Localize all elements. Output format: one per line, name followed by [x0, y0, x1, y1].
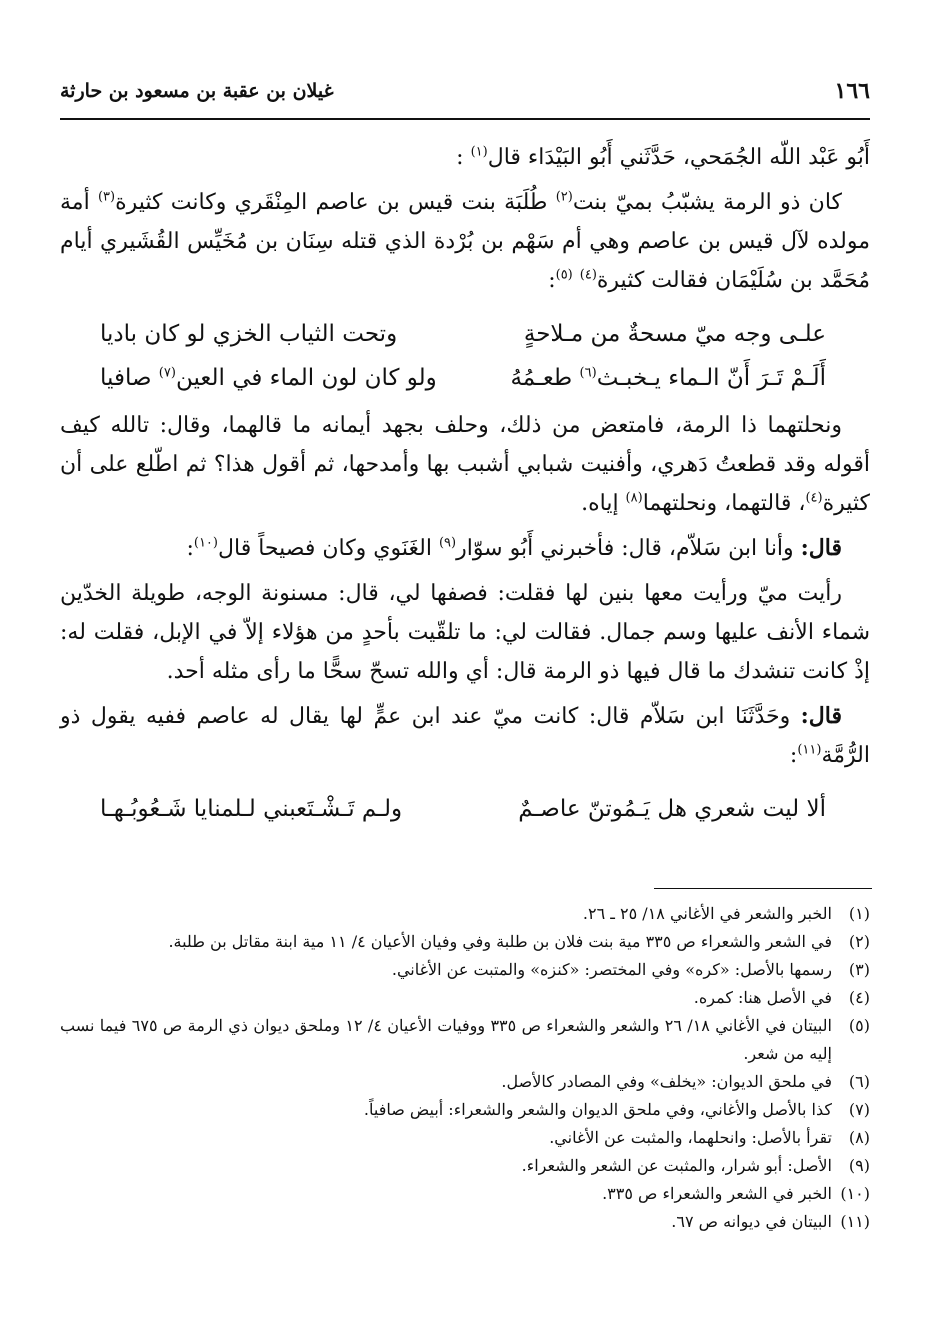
footnote-ref: (٥)	[555, 267, 573, 283]
footnote-ref: (١)	[470, 144, 488, 160]
paragraph: قال: وحَدَّثَنَا ابن سَلاّم قال: كانت ميّ عند ابن عمٍّ لها يقال له عاصم ففيه يقول ذو الرُّمَّة$^{(١١)}$:	[60, 703, 870, 768]
paragraph: ونحلتهما ذا الرمة، فامتعض من ذلك، وحلف بجهد أيمانه ما قالهما، وقال: تالله كيف أقوله وقد قطعتُ دَهري، وأفنيت شبابي أشبب بها وأمدحها، ثم أقول هذا؟ ثم اطّلع على أن كثيرة$^{(٤)}$، قالتهما، ونحلتهما$^{(٨)}$ إياه.	[60, 413, 870, 516]
verse-block	[60, 787, 870, 831]
footnote-number: (٦)	[848, 1072, 870, 1091]
footnote-text: رسمها بالأصل: «كره» وفي المختصر: «كنزه» والمتبت عن الأغاني.	[391, 960, 832, 979]
footnote-number: (١١)	[840, 1212, 870, 1231]
paragraph: كان ذو الرمة يشبّبُ بميّ بنت$^{(٢)}$ طُلَبَة بنت قيس بن عاصم المِنْقَري وكانت كثيرة$^{(٣)}$ أمة مولده لآل قيس بن عاصم وهي أم سَهْم بن بُرْدة الذي قتله سِنَان بن مُخَيِّس القُشَيري أيام مُحَمَّد بن سُلَيْمَان فقالت كثيرة$^{(٤)}$ $^{(٥)}$:	[60, 189, 870, 293]
footnote	[60, 1208, 870, 1236]
footnote-text: البيتان في ديوانه ص ٦٧.	[671, 1212, 832, 1231]
footnote-ref: (٩)	[438, 535, 457, 551]
footnote	[60, 900, 870, 928]
footnote-ref: (٣)	[97, 189, 116, 205]
second-hemistich: وتحت الثياب الخزي لو كان باديا	[100, 321, 398, 347]
footnote	[60, 1068, 870, 1096]
footnote-ref: (٨)	[625, 490, 643, 506]
footnote-number: (٣)	[848, 960, 870, 979]
footnote	[60, 1180, 870, 1208]
verse-block	[60, 312, 870, 400]
footnote-text: في الأصل هنا: كمره.	[693, 988, 832, 1007]
footnote-text: كذا بالأصل والأغاني، وفي ملحق الديوان والشعر والشعراء: أبيض صافياً.	[363, 1100, 832, 1119]
footnote-ref: (٤)	[805, 490, 823, 506]
page-number: ١٦٦	[834, 78, 870, 104]
footnote	[60, 928, 870, 956]
running-title: غيلان بن عقبة بن مسعود بن حارثة	[60, 80, 334, 102]
verse-line	[60, 787, 870, 831]
verse-line	[60, 312, 870, 356]
footnote	[60, 1012, 870, 1068]
footnote	[60, 956, 870, 984]
footnote-text: البيتان في الأغاني ١٨/ ٢٦ والشعر والشعراء ص ٣٣٥ ووفيات الأعيان ٤/ ١٢ وملحق ديوان ذي الرمة ص ٦٧٥ فيما نسب إليه من شعر.	[60, 1016, 833, 1063]
main-text	[60, 138, 870, 837]
footnote-ref: (٦)	[579, 365, 597, 381]
footnote-text: الخبر في الشعر والشعراء ص ٣٣٥.	[602, 1184, 832, 1203]
second-hemistich: ولو كان لون الماء في العين$^{(٧)}$ صافيا	[100, 365, 437, 391]
footnote-number: (٩)	[848, 1156, 870, 1175]
footnote-number: (٥)	[848, 1016, 870, 1035]
footnote-number: (٤)	[848, 988, 870, 1007]
footnote-text: الخبر والشعر في الأغاني ١٨/ ٢٥ ـ ٢٦.	[582, 904, 832, 923]
first-hemistich: علـى وجه ميّ مسحةٌ من مـلاحةٍ	[523, 321, 826, 347]
footnote	[60, 1096, 870, 1124]
footnote-number: (١)	[848, 904, 870, 923]
footnote-ref: (٤)	[579, 267, 597, 283]
footnotes	[60, 900, 870, 1236]
footnote-text: الأصل: أبو شرار، والمثبت عن الشعر والشعراء.	[521, 1156, 832, 1175]
page-header	[60, 76, 870, 120]
footnote	[60, 1124, 870, 1152]
footnote-ref: (٢)	[555, 189, 573, 205]
paragraph-lead: قال:	[800, 703, 842, 729]
paragraph: رأيت ميّ ورأيت معها بنين لها فقلت: فصفها لي، قال: مسنونة الوجه، طويلة الخدّين شماء الأنف عليها وسم جمال. فقالت لي: ما تلقّيت بأحدٍ من هؤلاء إلاّ في الإبل، فقلت له: إذْ كانت تنشدك ما قال فيها ذو الرمة قال: أي والله تسحّ سحًّا ما رأى مثله أحد.	[60, 581, 870, 684]
footnote-text: تقرأ بالأصل: وانحلهما، والمثبت عن الأغاني.	[549, 1128, 832, 1147]
footnote-number: (٨)	[848, 1128, 870, 1147]
footnote-text: في ملحق الديوان: «يخلف» وفي المصادر كالأصل.	[501, 1072, 832, 1091]
footnote-text: في الشعر والشعراء ص ٣٣٥ مية بنت فلان بن طلبة وفي وفيان الأعيان ٤/ ١١ مية ابنة مقاتل بن طلبة.	[168, 932, 832, 951]
second-hemistich: ولـم تَـشْـتَعبني لـلمنايا شَـعُوبُـهـا	[100, 796, 403, 822]
footnote-ref: (٧)	[158, 365, 176, 381]
first-hemistich: ألا ليت شعري هل يَـمُوتنّ عاصـمٌ	[518, 796, 826, 822]
paragraph: قال: وأنا ابن سَلاّم، قال: فأخبرني أَبُو سوّار$^{(٩)}$ الغَنَوي وكان فصيحاً قال$^{(١٠)}$:	[186, 535, 842, 561]
footnote	[60, 984, 870, 1012]
paragraph: أَبُو عَبْد اللّه الجُمَحي، حَدَّثَني أَبُو البَيْدَاء قال$^{(١)}$ :	[456, 144, 870, 170]
paragraph-lead: قال:	[800, 535, 842, 561]
footnote-separator	[654, 888, 872, 889]
footnote-number: (٧)	[848, 1100, 870, 1119]
footnote-ref: (١٠)	[193, 535, 218, 551]
footnote	[60, 1152, 870, 1180]
footnote-ref: (١١)	[797, 742, 822, 758]
verse-line	[60, 356, 870, 400]
footnote-number: (١٠)	[840, 1184, 870, 1203]
first-hemistich: أَلَـمْ تَـرَ أَنّ الـماء يـخبـث$^{(٦)}$ طعـمُهُ	[510, 365, 826, 391]
footnote-number: (٢)	[848, 932, 870, 951]
